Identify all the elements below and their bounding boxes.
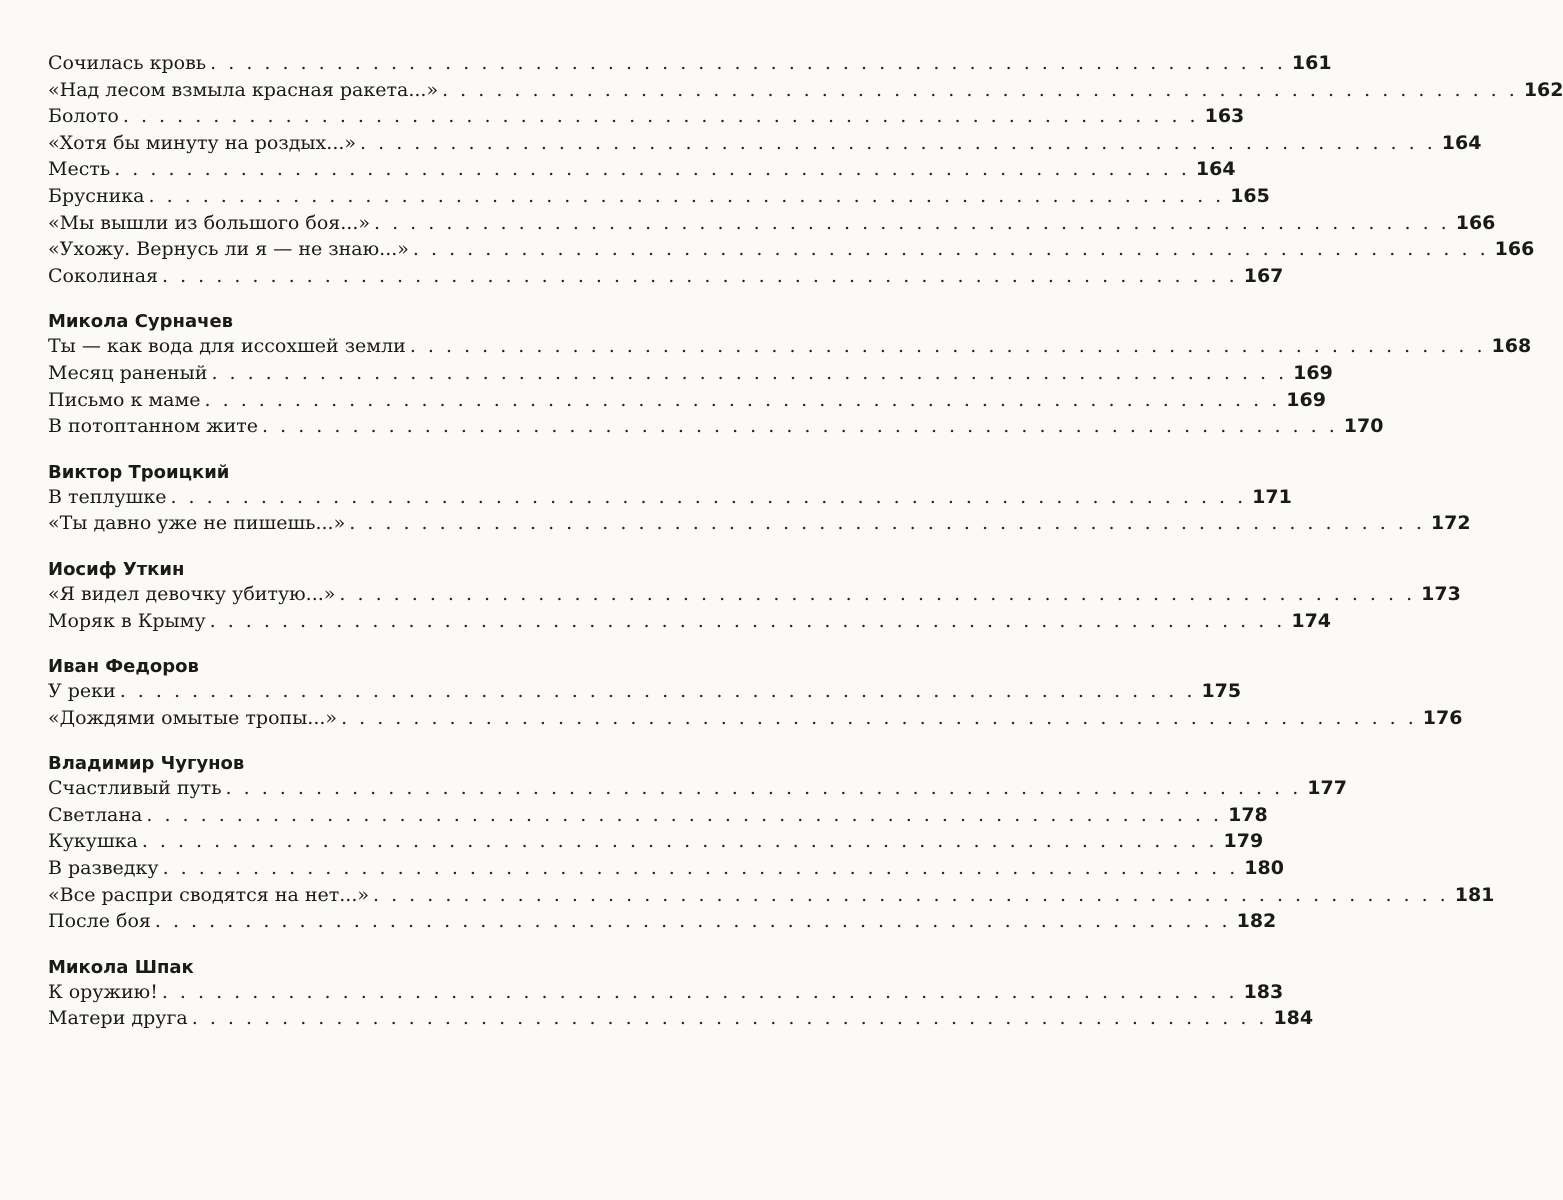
author-heading: Виктор Троицкий (48, 461, 230, 483)
dot-leader: . . . . . . . . . . . . . . . . . . . . . . . . . . . . . . . . . . . . . . . . . . . . . . . . . . . . . . . . . . . . (209, 609, 1286, 632)
toc-entry (48, 335, 1532, 362)
page-number: 176 (1422, 706, 1463, 729)
toc-entry (48, 131, 1482, 159)
toc-entry (48, 388, 1326, 416)
toc-entry (48, 211, 1496, 239)
page-number: 181 (1454, 883, 1495, 906)
dot-leader: . . . . . . . . . . . . . . . . . . . . . . . . . . . . . . . . . . . . . . . . . . . . . . . . . . . . . . . . . . . . (170, 485, 1247, 508)
dot-leader: . . . . . . . . . . . . . . . . . . . . . . . . . . . . . . . . . . . . . . . . . . . . . . . . . . . . . . . . . . . . (161, 980, 1238, 1003)
entry-title: В потоптанном жите (48, 415, 259, 438)
toc-entry (48, 264, 1284, 292)
entry-title: «Над лесом взмыла красная ракета...» (48, 78, 439, 101)
dot-leader: . . . . . . . . . . . . . . . . . . . . . . . . . . . . . . . . . . . . . . . . . . . . . . . . . . . . . . . . . . . . (409, 335, 1486, 358)
toc-section (48, 52, 1563, 291)
entry-title: В разведку (48, 857, 159, 880)
dot-leader: . . . . . . . . . . . . . . . . . . . . . . . . . . . . . . . . . . . . . . . . . . . . . . . . . . . . . . . . . . . . (412, 238, 1489, 261)
page-number: 179 (1223, 830, 1264, 853)
dot-leader: . . . . . . . . . . . . . . . . . . . . . . . . . . . . . . . . . . . . . . . . . . . . . . . . . . . . . . . . . . . . (211, 361, 1288, 384)
entry-title: «Ты давно уже не пишешь...» (48, 512, 346, 535)
entry-title: Моряк в Крыму (48, 609, 206, 632)
entry-title: Месяц раненый (48, 361, 208, 384)
dot-leader: . . . . . . . . . . . . . . . . . . . . . . . . . . . . . . . . . . . . . . . . . . . . . . . . . . . . . . . . . . . . (141, 830, 1218, 853)
toc-entry (48, 105, 1245, 132)
toc-entry (48, 857, 1284, 884)
page-number: 162 (1523, 78, 1563, 101)
author-heading: Иосиф Уткин (48, 558, 185, 580)
page-number: 168 (1491, 335, 1532, 358)
toc-entry (48, 485, 1292, 513)
author-heading: Микола Шпак (48, 956, 194, 978)
entry-title: «Дождями омытые тропы...» (48, 706, 338, 729)
toc-entry (48, 777, 1347, 804)
entry-title: Письмо к маме (48, 388, 201, 411)
dot-leader: . . . . . . . . . . . . . . . . . . . . . . . . . . . . . . . . . . . . . . . . . . . . . . . . . . . . . . . . . . . . (146, 803, 1223, 826)
dot-leader: . . . . . . . . . . . . . . . . . . . . . . . . . . . . . . . . . . . . . . . . . . . . . . . . . . . . . . . . . . . . (360, 131, 1436, 154)
author-heading: Иван Федоров (48, 656, 199, 678)
dot-leader: . . . . . . . . . . . . . . . . . . . . . . . . . . . . . . . . . . . . . . . . . . . . . . . . . . . . . . . . . . . . (122, 105, 1199, 128)
toc-entry (48, 184, 1270, 212)
toc-entry (48, 78, 1563, 106)
page-number: 165 (1230, 184, 1270, 207)
toc-entry (48, 158, 1236, 185)
page-number: 166 (1494, 238, 1535, 261)
dot-leader: . . . . . . . . . . . . . . . . . . . . . . . . . . . . . . . . . . . . . . . . . . . . . . . . . . . . . . . . . . . . (339, 582, 1416, 605)
toc-entry (48, 415, 1384, 442)
page-number: 178 (1228, 803, 1268, 826)
dot-leader: . . . . . . . . . . . . . . . . . . . . . . . . . . . . . . . . . . . . . . . . . . . . . . . . . . . . . . . . . . . . (162, 264, 1238, 287)
page-number: 180 (1244, 857, 1284, 880)
entry-title: Ты — как вода для иссохшей земли (48, 335, 406, 358)
page-number: 169 (1293, 361, 1333, 384)
page-number: 183 (1243, 980, 1284, 1003)
entry-title: В теплушке (48, 485, 167, 508)
dot-leader: . . . . . . . . . . . . . . . . . . . . . . . . . . . . . . . . . . . . . . . . . . . . . . . . . . . . . . . . . . . . (119, 680, 1196, 703)
toc-entry (48, 609, 1332, 637)
toc-entry (48, 803, 1268, 831)
entry-title: Брусника (48, 184, 145, 207)
page-number: 164 (1195, 158, 1236, 181)
dot-leader: . . . . . . . . . . . . . . . . . . . . . . . . . . . . . . . . . . . . . . . . . . . . . . . . . . . . . . . . . . . . (154, 910, 1231, 933)
entry-title: Счастливый путь (48, 777, 222, 800)
dot-leader: . . . . . . . . . . . . . . . . . . . . . . . . . . . . . . . . . . . . . . . . . . . . . . . . . . . . . . . . . . . . (373, 883, 1449, 906)
toc-entry (48, 883, 1495, 911)
entry-title: Матери друга (48, 1007, 188, 1030)
toc-section (48, 955, 1314, 1034)
toc-entry (48, 980, 1284, 1008)
toc-entry (48, 52, 1332, 79)
toc-entry (48, 1007, 1314, 1034)
entry-title: Болото (48, 105, 119, 128)
toc-entry (48, 910, 1277, 937)
dot-leader: . . . . . . . . . . . . . . . . . . . . . . . . . . . . . . . . . . . . . . . . . . . . . . . . . . . . . . . . . . . . (162, 857, 1239, 880)
entry-title: Кукушка (48, 830, 138, 853)
page-number: 166 (1455, 211, 1496, 234)
page-number: 169 (1286, 388, 1326, 411)
page-number: 170 (1343, 415, 1384, 438)
toc-section (48, 654, 1463, 733)
page-number: 184 (1273, 1007, 1314, 1030)
dot-leader: . . . . . . . . . . . . . . . . . . . . . . . . . . . . . . . . . . . . . . . . . . . . . . . . . . . . . . . . . . . . (210, 52, 1286, 74)
toc-section (48, 460, 1471, 539)
toc-section (48, 557, 1461, 636)
entry-title: Месть (48, 158, 111, 181)
entry-title: «Все распри сводятся на нет...» (48, 883, 370, 906)
entry-title: «Ухожу. Вернусь ли я — не знаю...» (48, 238, 409, 261)
entry-title: «Я видел девочку убитую...» (48, 582, 336, 605)
dot-leader: . . . . . . . . . . . . . . . . . . . . . . . . . . . . . . . . . . . . . . . . . . . . . . . . . . . . . . . . . . . . (341, 706, 1417, 729)
entry-title: Соколиная (48, 264, 159, 287)
entry-title: У реки (48, 680, 116, 703)
toc-entry (48, 706, 1463, 734)
entry-title: К оружию! (48, 980, 158, 1003)
page-number: 167 (1243, 264, 1284, 287)
author-heading: Микола Сурначев (48, 311, 234, 333)
author-heading: Владимир Чугунов (48, 753, 245, 775)
dot-leader: . . . . . . . . . . . . . . . . . . . . . . . . . . . . . . . . . . . . . . . . . . . . . . . . . . . . . . . . . . . . (148, 184, 1225, 207)
page-number: 164 (1441, 131, 1482, 154)
toc-section (48, 751, 1495, 937)
dot-leader: . . . . . . . . . . . . . . . . . . . . . . . . . . . . . . . . . . . . . . . . . . . . . . . . . . . . . . . . . . . . (225, 777, 1302, 800)
dot-leader: . . . . . . . . . . . . . . . . . . . . . . . . . . . . . . . . . . . . . . . . . . . . . . . . . . . . . . . . . . . . (262, 415, 1338, 438)
toc-section (48, 309, 1532, 441)
page-number: 163 (1204, 105, 1245, 128)
toc-entry (48, 238, 1535, 265)
page-number: 161 (1291, 52, 1332, 74)
toc-entry (48, 512, 1471, 539)
entry-title: Светлана (48, 803, 143, 826)
page-number: 174 (1291, 609, 1332, 632)
page-number: 172 (1430, 512, 1471, 535)
dot-leader: . . . . . . . . . . . . . . . . . . . . . . . . . . . . . . . . . . . . . . . . . . . . . . . . . . . . . . . . . . . . (442, 78, 1518, 101)
entry-title: После боя (48, 910, 151, 933)
dot-leader: . . . . . . . . . . . . . . . . . . . . . . . . . . . . . . . . . . . . . . . . . . . . . . . . . . . . . . . . . . . . (191, 1007, 1268, 1030)
toc-entry (48, 361, 1333, 389)
toc-entry (48, 582, 1461, 610)
page-number: 171 (1252, 485, 1292, 508)
dot-leader: . . . . . . . . . . . . . . . . . . . . . . . . . . . . . . . . . . . . . . . . . . . . . . . . . . . . . . . . . . . . (349, 512, 1425, 535)
table-of-contents (48, 52, 1563, 1034)
page-number: 177 (1307, 777, 1347, 800)
dot-leader: . . . . . . . . . . . . . . . . . . . . . . . . . . . . . . . . . . . . . . . . . . . . . . . . . . . . . . . . . . . . (204, 388, 1281, 411)
dot-leader: . . . . . . . . . . . . . . . . . . . . . . . . . . . . . . . . . . . . . . . . . . . . . . . . . . . . . . . . . . . . (374, 211, 1450, 234)
page-number: 173 (1421, 582, 1461, 605)
dot-leader: . . . . . . . . . . . . . . . . . . . . . . . . . . . . . . . . . . . . . . . . . . . . . . . . . . . . . . . . . . . . (114, 158, 1190, 181)
toc-entry (48, 680, 1242, 707)
entry-title: «Мы вышли из большого боя...» (48, 211, 370, 234)
page-number: 182 (1236, 910, 1277, 933)
toc-entry (48, 830, 1264, 857)
entry-title: Сочилась кровь (48, 52, 207, 74)
entry-title: «Хотя бы минуту на роздых...» (48, 131, 357, 154)
page-number: 175 (1201, 680, 1242, 703)
